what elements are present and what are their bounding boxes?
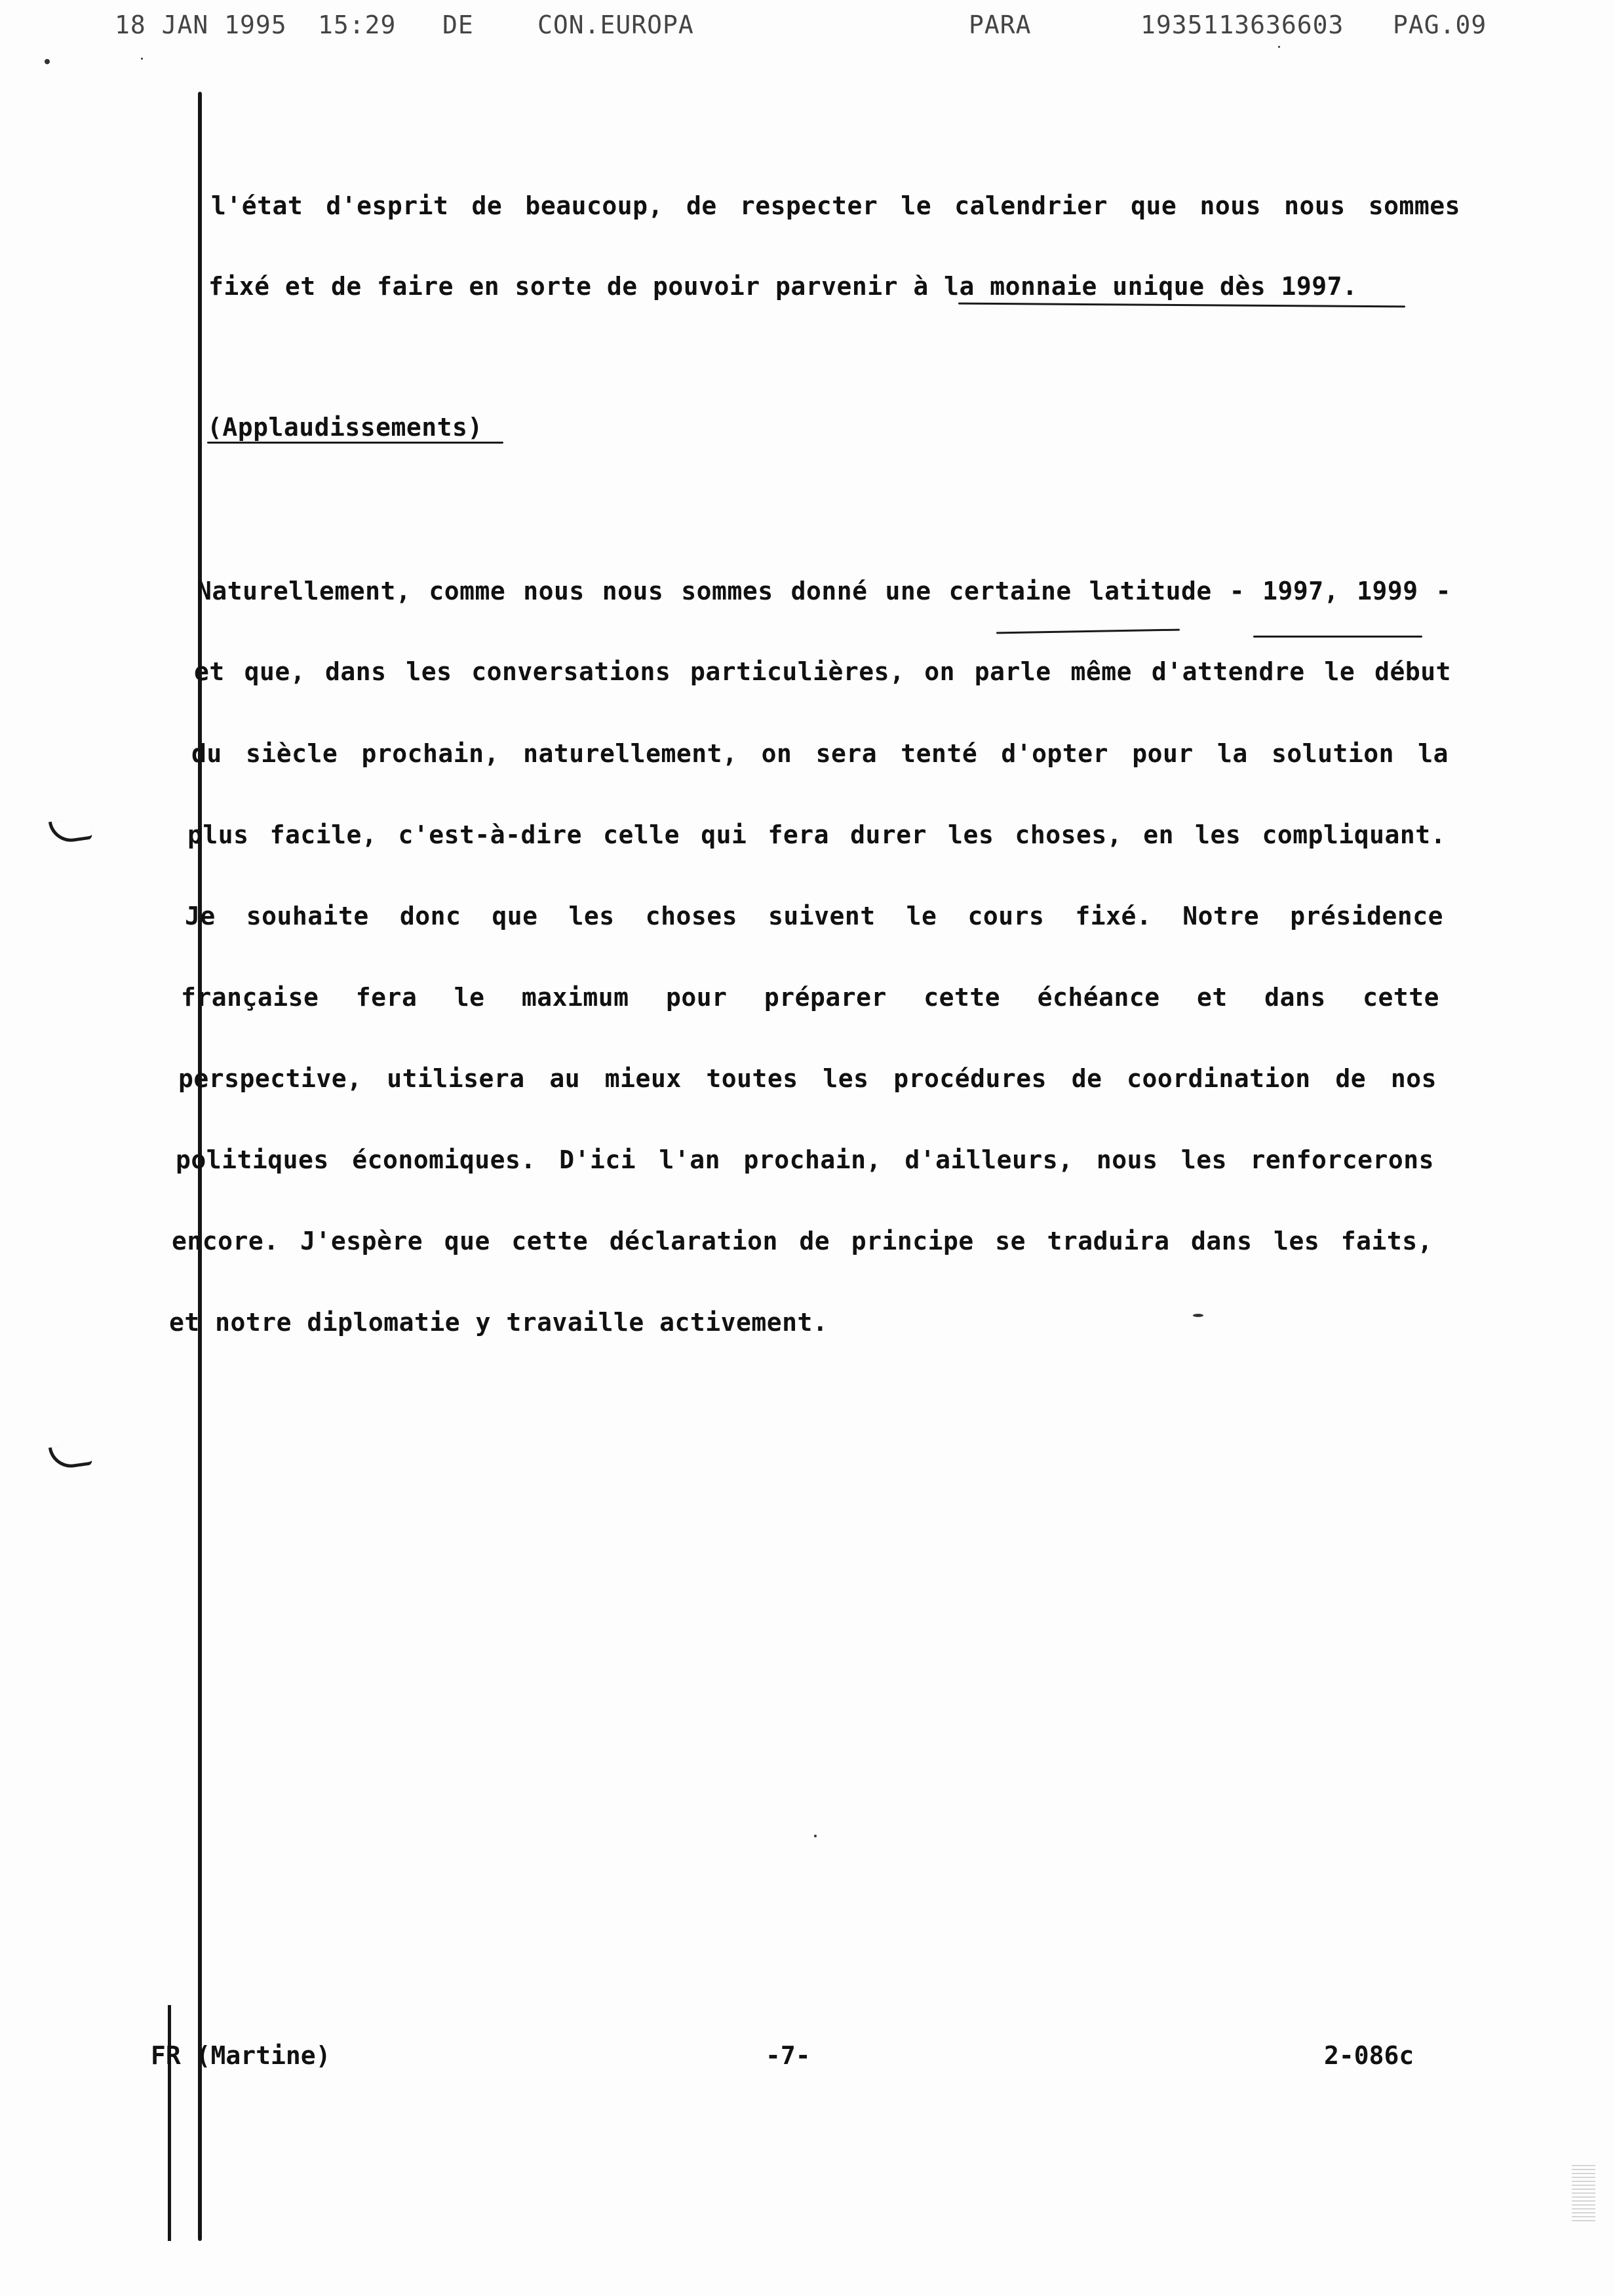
paragraph1-line2: fixé et de faire en sorte de pouvoir parvenir à la monnaie unique dès 1997. — [208, 272, 1358, 301]
footer-document-code: 2-086c — [1324, 2041, 1414, 2070]
scan-speck — [1278, 46, 1280, 48]
paragraph2-line2: et que, dans les conversations particulières, on parle même d'attendre le début — [194, 657, 1451, 686]
scan-speck — [814, 1835, 817, 1837]
fax-from-label: DE — [442, 10, 474, 39]
paragraph2-line9: encore. J'espère que cette déclaration de principe se traduira dans les faits, — [172, 1227, 1433, 1255]
margin-rule-lower — [168, 2005, 171, 2241]
binder-punch-mark-icon — [49, 816, 92, 845]
underline-monnaie-unique — [958, 303, 1405, 308]
footer-page-number: -7- — [766, 2041, 811, 2070]
paragraph2-line3: du siècle prochain, naturellement, on sera tenté d'opter pour la solution la — [191, 739, 1449, 768]
fax-transmission-header — [0, 5, 1615, 45]
fax-page-number: PAG.09 — [1393, 10, 1487, 39]
paragraph2-line5: Je souhaite donc que les choses suivent le cours fixé. Notre présidence — [185, 902, 1443, 930]
fax-date: 18 JAN 1995 — [115, 10, 287, 39]
binder-punch-mark-icon — [49, 1442, 92, 1470]
fax-number: 1935113636603 — [1140, 10, 1344, 39]
paragraph2-line1: Naturellement, comme nous nous sommes donné une certaine latitude - 1997, 1999 - — [197, 577, 1451, 605]
fax-to-label: PARA — [969, 10, 1032, 39]
underline-applause — [207, 442, 503, 444]
paragraph1-line1: l'état d'esprit de beaucoup, de respecter le calendrier que nous nous sommes — [211, 191, 1460, 220]
fax-sender: CON.EUROPA — [537, 10, 694, 39]
fax-time: 15:29 — [318, 10, 397, 39]
paragraph2-line10: et notre diplomatie y travaille activement. — [169, 1308, 828, 1337]
scan-speck — [45, 59, 50, 64]
applause-line: (Applaudissements) — [207, 413, 483, 442]
underline-certaine-latitude — [996, 629, 1180, 634]
paragraph2-line4: plus facile, c'est-à-dire celle qui fera durer les choses, en les compliquant. — [187, 820, 1446, 849]
underline-1997-1999 — [1253, 636, 1422, 638]
paragraph2-line7: perspective, utilisera au mieux toutes les procédures de coordination de nos — [178, 1064, 1437, 1093]
paragraph2-line8: politiques économiques. D'ici l'an prochain, d'ailleurs, nous les renforcerons — [176, 1145, 1434, 1174]
paragraph2-line6: française fera le maximum pour préparer cette échéance et dans cette — [181, 983, 1439, 1012]
scan-smudge — [1572, 2162, 1595, 2221]
footer-language-operator: FR (Martine) — [151, 2041, 331, 2070]
scan-speck — [141, 58, 143, 60]
scan-speck — [1193, 1314, 1203, 1317]
